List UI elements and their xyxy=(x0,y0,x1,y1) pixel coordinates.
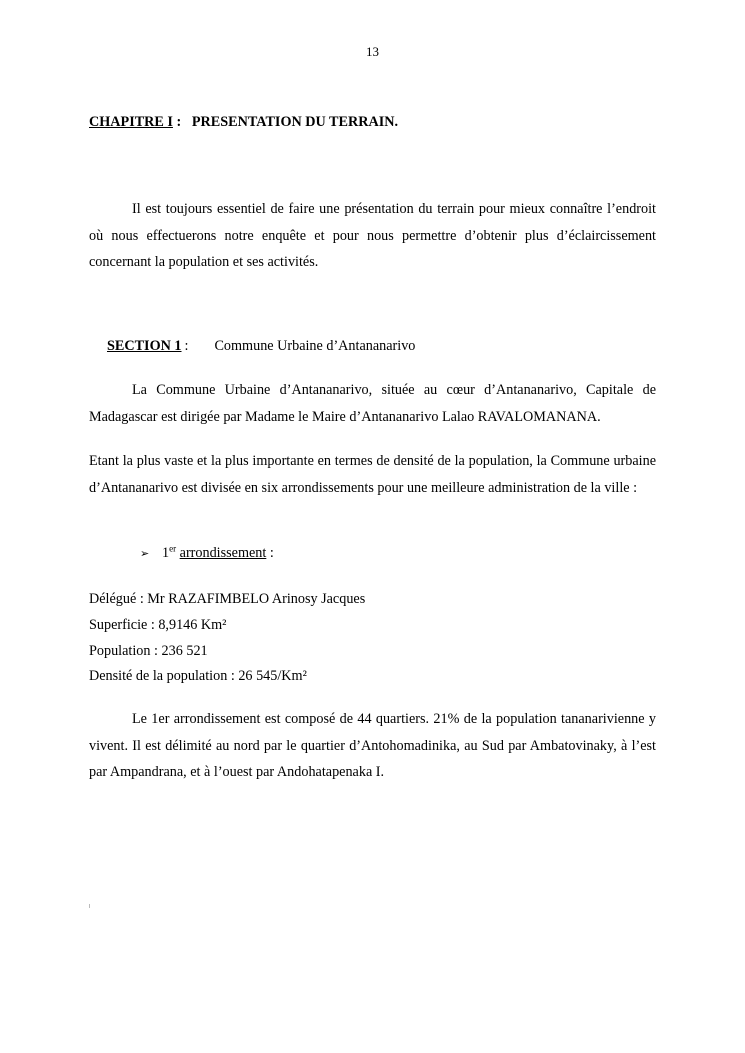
section-title: Commune Urbaine d’Antananarivo xyxy=(214,338,416,354)
bullet-number: 1 xyxy=(162,545,170,561)
section-colon: : xyxy=(184,338,189,354)
section-label: SECTION 1 xyxy=(107,338,182,354)
fact-delegue: Délégué : Mr RAZAFIMBELO Arinosy Jacques xyxy=(89,591,366,607)
section-heading xyxy=(107,338,415,355)
facts-list xyxy=(89,587,365,690)
bullet-label: arrondissement xyxy=(179,545,267,561)
fact-superficie: Superficie : 8,9146 Km² xyxy=(89,616,227,633)
intro-paragraph: Il est toujours essentiel de faire une présentation du terrain pour mieux connaître l’endroit où nous effectuerons notre enquête et pour nous permettre d’obtenir plus d’éclaircissement concernant la population et ses activités. xyxy=(89,201,656,270)
chapter-label: CHAPITRE I xyxy=(89,114,173,130)
scan-speck xyxy=(89,904,90,908)
bullet-suffix: : xyxy=(266,545,274,561)
bullet-superscript: er xyxy=(169,543,177,554)
section-paragraph-2: Etant la plus vaste et la plus importante en termes de densité de la population, la Commune urbaine d’Antananarivo est divisée en six arrondissements pour une meilleure administration de la ville : xyxy=(89,453,656,496)
closing-paragraph: Le 1er arrondissement est composé de 44 quartiers. 21% de la population tananarivienne y vivent. Il est délimité au nord par le quartier d’Antohomadinika, au Sud par Ambatovinaky, à l’est par Ampandrana, et à l’ouest par Andohatapenaka I. xyxy=(89,711,656,780)
page-number: 13 xyxy=(366,44,379,59)
fact-population: Population : 236 521 xyxy=(89,642,208,659)
section-paragraph-1: La Commune Urbaine d’Antananarivo, située au cœur d’Antananarivo, Capitale de Madagascar est dirigée par Madame le Maire d’Antananarivo Lalao RAVALOMANANA. xyxy=(89,382,656,425)
chapter-separator: : xyxy=(172,114,182,130)
fact-densite: Densité de la population : 26 545/Km² xyxy=(89,668,307,685)
chapter-title: PRESENTATION DU TERRAIN. xyxy=(191,114,399,130)
chapter-heading xyxy=(89,114,398,131)
bullet-arrondissement xyxy=(140,545,274,562)
arrow-bullet-icon: ➢ xyxy=(140,547,150,560)
